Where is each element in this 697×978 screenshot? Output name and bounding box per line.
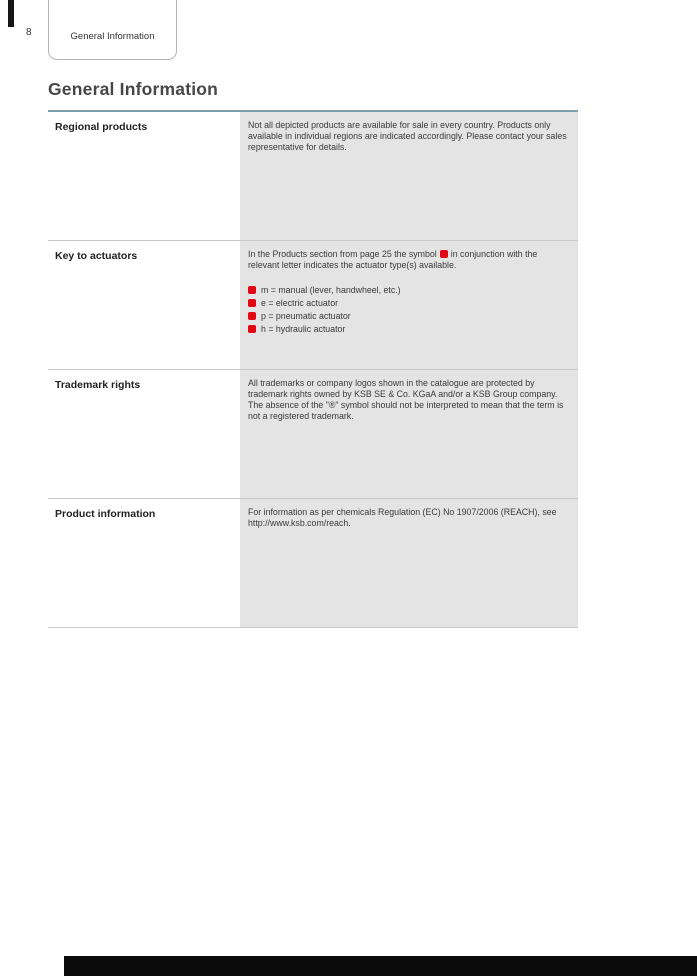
list-item-label: e = electric actuator xyxy=(261,298,339,308)
bottom-edge-bar xyxy=(64,956,697,976)
intro-text-after: in conjunction with the relevant letter indicates the actuator type(s) available. xyxy=(248,249,538,270)
table-row-regional-products xyxy=(48,112,578,241)
page-edge-mark xyxy=(8,0,14,27)
row-content xyxy=(240,499,578,627)
actuator-symbol-icon xyxy=(248,286,256,294)
list-item xyxy=(248,324,568,335)
table-row-trademark-rights xyxy=(48,370,578,499)
list-item-label: h = hydraulic actuator xyxy=(261,324,346,334)
row-label: Trademark rights xyxy=(55,379,141,391)
page-title: General Information xyxy=(48,79,219,99)
list-item xyxy=(248,285,568,296)
list-item xyxy=(248,298,568,309)
row-content xyxy=(240,370,578,498)
section-tab xyxy=(48,0,177,60)
list-item-label: m = manual (lever, handwheel, etc.) xyxy=(261,285,401,295)
table-row-key-to-actuators xyxy=(48,241,578,370)
actuator-symbol-icon xyxy=(248,312,256,320)
row-text: Not all depicted products are available for sale in every country. Products only available in individual regions are indicated accordingly. Please contact your sales representative for details. xyxy=(248,120,567,152)
row-content xyxy=(240,241,578,369)
table-row-product-information xyxy=(48,499,578,628)
row-label: Product information xyxy=(55,508,156,520)
row-text: All trademarks or company logos shown in the catalogue are protected by trademark rights owned by KSB SE & Co. KGaA and/or a KSB Group company. The absence of the "®" symbol should not be interpreted to mean that the term is not a registered trademark. xyxy=(248,378,564,421)
row-text xyxy=(248,249,568,271)
actuator-symbol-icon xyxy=(248,325,256,333)
row-text: For information as per chemicals Regulation (EC) No 1907/2006 (REACH), see http://www.ksb.com/reach. xyxy=(248,507,557,528)
row-label: Regional products xyxy=(55,121,148,133)
actuator-list xyxy=(248,285,568,335)
actuator-symbol-icon xyxy=(440,250,448,258)
intro-text-before: In the Products section from page 25 the symbol xyxy=(248,249,437,259)
section-tab-label: General Information xyxy=(70,31,155,42)
row-content xyxy=(240,112,578,240)
list-item-label: p = pneumatic actuator xyxy=(261,311,351,321)
actuator-symbol-icon xyxy=(248,299,256,307)
page-number: 8 xyxy=(26,27,32,38)
list-item xyxy=(248,311,568,322)
row-label: Key to actuators xyxy=(55,250,138,262)
info-table xyxy=(48,110,578,628)
